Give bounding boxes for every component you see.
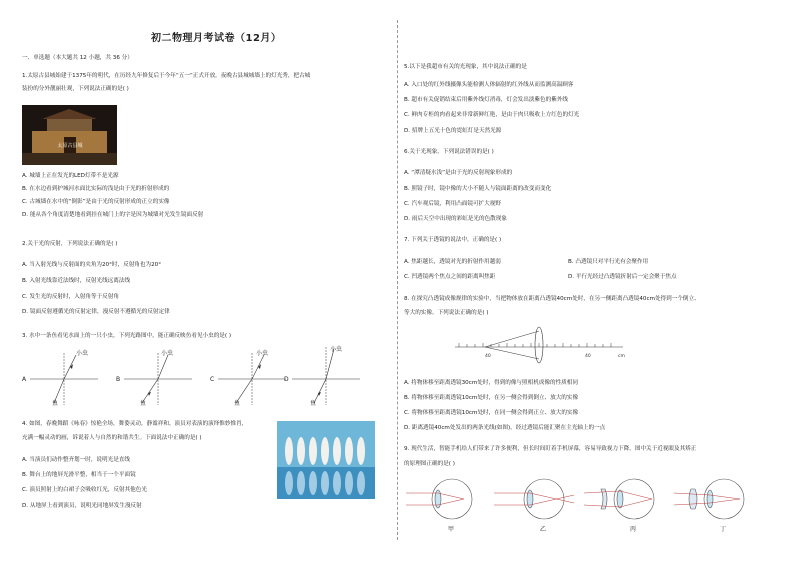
q9-label-jia: 甲 bbox=[448, 526, 455, 533]
q8-tick-40-left: 40 bbox=[485, 354, 491, 359]
q3-label-a: A bbox=[22, 376, 27, 383]
q3-label-d: D bbox=[284, 376, 289, 383]
q9-eye-diagrams bbox=[404, 475, 774, 537]
q3-fish-a: 鱼 bbox=[52, 400, 59, 407]
q9-label-bing: 丙 bbox=[630, 526, 637, 533]
q3-label-b: B bbox=[116, 376, 121, 383]
q9-label-ding: 丁 bbox=[720, 526, 727, 533]
q3-label-c: C bbox=[210, 376, 215, 383]
q8-lens-diagram bbox=[455, 325, 635, 365]
q3-bug-c: 小虫 bbox=[256, 350, 269, 357]
q8-tick-unit: cm bbox=[618, 354, 625, 359]
q3-bug-d: 小虫 bbox=[330, 346, 343, 353]
q3-diagrams bbox=[18, 345, 368, 407]
column-divider bbox=[397, 20, 398, 540]
q9-label-yi: 乙 bbox=[540, 526, 547, 533]
section-heading: 一、单选题（本大题共 12 小题，共 36 分） bbox=[22, 55, 133, 61]
page-title: 初二物理月考试卷（12月） bbox=[151, 33, 282, 44]
q3-fish-d: 鱼 bbox=[310, 400, 317, 407]
q3-bug-a: 小虫 bbox=[76, 350, 89, 357]
q3-fish-b: 鱼 bbox=[140, 400, 147, 407]
q1-photo bbox=[22, 105, 117, 165]
q4-photo bbox=[277, 421, 375, 499]
q1-photo-caption: 太原古县城 bbox=[57, 143, 83, 149]
q3-bug-b: 小虫 bbox=[161, 350, 174, 357]
q8-tick-40-right: 40 bbox=[585, 354, 591, 359]
q3-fish-c: 鱼 bbox=[234, 400, 241, 407]
